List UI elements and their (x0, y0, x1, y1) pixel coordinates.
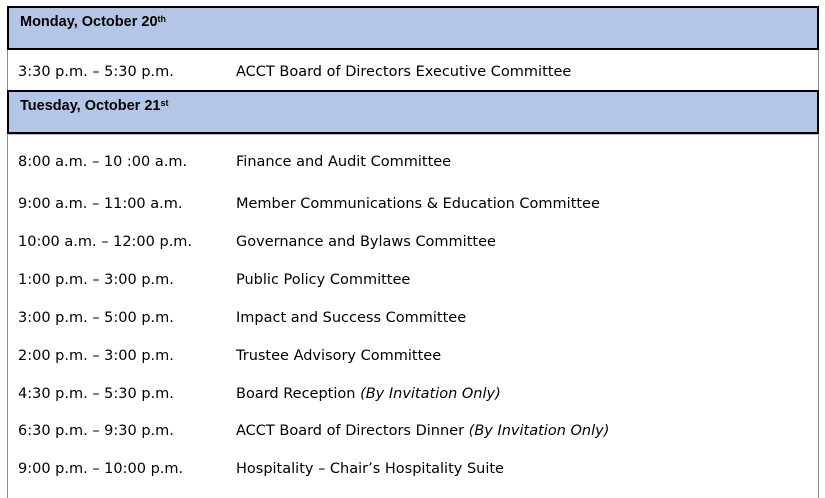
event-title: ACCT Board of Directors Dinner (By Invitation Only) (236, 423, 610, 439)
date-suffix: st (160, 98, 169, 108)
time-range: 9:00 a.m. – 11:00 a.m. (18, 196, 183, 212)
day-header-tuesday (7, 90, 819, 134)
time-range: 6:30 p.m. – 9:30 p.m. (18, 423, 174, 439)
row-divider (7, 134, 819, 135)
time-range: 4:30 p.m. – 5:30 p.m. (18, 386, 174, 402)
event-title: Hospitality – Chair’s Hospitality Suite (236, 461, 504, 477)
day-title: Monday, October 20th (20, 14, 167, 30)
event-title: Member Communications & Education Committee (236, 196, 600, 212)
event-title: Trustee Advisory Committee (236, 348, 442, 364)
event-title: Governance and Bylaws Committee (236, 234, 496, 250)
event-title: Impact and Success Committee (236, 310, 467, 326)
time-range: 2:00 p.m. – 3:00 p.m. (18, 348, 174, 364)
time-range: 8:00 a.m. – 10 :00 a.m. (18, 154, 188, 170)
date-suffix: th (157, 14, 167, 24)
day-title: Tuesday, October 21st (20, 98, 169, 114)
day-header-monday (7, 6, 819, 50)
event-title: Public Policy Committee (236, 272, 411, 288)
time-range: 10:00 a.m. – 12:00 p.m. (18, 234, 193, 250)
time-range: 3:00 p.m. – 5:00 p.m. (18, 310, 174, 326)
time-range: 3:30 p.m. – 5:30 p.m. (18, 64, 174, 80)
time-range: 1:00 p.m. – 3:00 p.m. (18, 272, 174, 288)
time-range: 9:00 p.m. – 10:00 p.m. (18, 461, 184, 477)
event-title: Finance and Audit Committee (236, 154, 452, 170)
event-title: ACCT Board of Directors Executive Committee (236, 64, 572, 80)
event-title: Board Reception (By Invitation Only) (236, 386, 501, 402)
